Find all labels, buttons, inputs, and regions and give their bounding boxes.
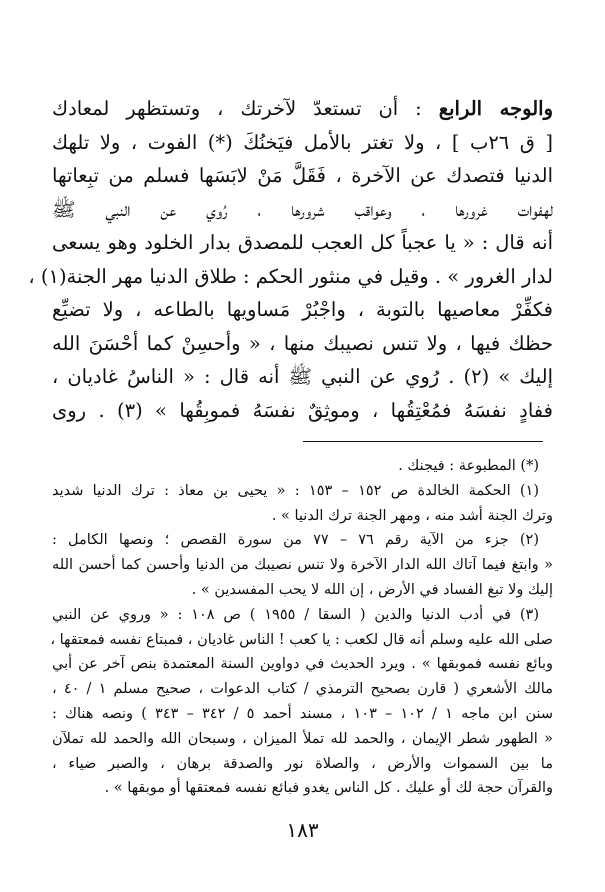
footnotes bbox=[52, 454, 553, 801]
text-line: الدنيا فتصدك عن الآخرة ، فَقَلَّ مَنْ لابَسَها فسلم من تبِعاتها bbox=[52, 164, 553, 187]
footnote-line: مالك الأشعري ( قارن بصحيح الترمذي / كتاب الدعوات ، صحيح مسلم ١ / ٤٠ ، bbox=[52, 681, 553, 698]
footnote-line: ما بين السموات والأرض ، والصلاة نور والصدقة برهان ، والصبر ضياء ، bbox=[52, 755, 553, 772]
text-line: حظك فيها ، ولا تنس نصيبك منها ، « وأحسِنْ كما أحْسَنَ الله bbox=[52, 331, 553, 355]
footnote-line: (*) المطبوعة : فيجنك . bbox=[398, 458, 539, 474]
footnote-line: « وابتغ فيما آتاك الله الدار الآخرة ولا تنس نصيبك من الدنيا وأحسن كما أحسن الله bbox=[52, 557, 553, 574]
footnote-line: (٢) جزء من الآية رقم ٧٦ – ٧٧ من سورة القصص ؛ ونصها الكامل : bbox=[52, 532, 539, 549]
text-line: ففادٍ نفسَهُ فمُعْتِقُها ، وموثِقٌ نفسَهُ فموبِقُها » (٣) . روى bbox=[52, 398, 553, 422]
text-line: لدار الغرور » . وقيل في منثور الحكم : طلاق الدنيا مهر الجنة(١) ، bbox=[28, 264, 553, 288]
footnote-line: « الطهور شطر الإيمان ، والحمد لله تملأ الميزان ، وسبحان الله والحمد لله تملآن bbox=[52, 730, 553, 747]
page-number: ١٨٣ bbox=[286, 818, 319, 842]
text-line: [ ق ٢٦ب ] ، ولا تغتر بالأمل فيَخنُكَ (*) الفوت ، ولا تلهك bbox=[52, 130, 553, 154]
footnote-divider bbox=[303, 441, 543, 442]
footnote-line: سنن ابن ماجه ١ / ١٠٢ – ١٠٣ ، مسند أحمد ٥ / ٣٤٢ – ٣٤٣ ) ونصه هناك : bbox=[52, 705, 554, 722]
footnote-line: (١) الحكمة الخالدة ص ١٥٢ – ١٥٣ : « يحيى بن معاذ : ترك الدنيا شديد bbox=[52, 482, 539, 499]
footnote-line: صلى الله عليه وسلم أنه قال لكعب : يا كعب ! الناس غاديان ، فمبتاع نفسه فمعتقها ، bbox=[50, 631, 553, 648]
footnote-line: وترك الجنة أشد منه ، ومهر الجنة ترك الدنيا » . bbox=[271, 507, 553, 524]
section-heading: والوجه الرابع bbox=[438, 97, 553, 120]
footnote-line: وبائع نفسه فموبقها » . ويرد الحديث في دواوين السنة المعتمدة بنص آخر عن أبي bbox=[52, 656, 553, 673]
footnote-line: والقرآن حجة لك أو عليك . كل الناس يغدو فبائع نفسه فمعتقها أو موبقها » . bbox=[104, 780, 553, 797]
text-line: لهفوات غرورها ، وعواقب شرورها ، رُوي عن النبي ﷺ bbox=[52, 197, 553, 221]
text-line: فكفِّرْ معاصيها بالتوبة ، واجْبُرْ مَساويها بالطاعه ، ولا تضيِّع bbox=[52, 298, 553, 321]
text-line: إليك » (٢) . رُوي عن النبي ﷺ أنه قال : « الناسُ غاديان ، bbox=[52, 365, 553, 388]
text-line: أنه قال : « يا عجباً كل العجب للمصدق بدار الخلود وهو يسعى bbox=[52, 231, 553, 254]
text-line: والوجه الرابع : أن تستعدّ لآخرتك ، وتستظهر لمعادك bbox=[52, 97, 553, 120]
footnote-line: (٣) في أدب الدنيا والدين ( السقا / ١٩٥٥ ) ص ١٠٨ : « وروي عن النبي bbox=[52, 606, 539, 623]
footnote-line: إليك ولا تبغ الفساد في الأرض ، إن الله لا يحب المفسدين » . bbox=[191, 581, 553, 598]
main-text bbox=[28, 92, 553, 427]
